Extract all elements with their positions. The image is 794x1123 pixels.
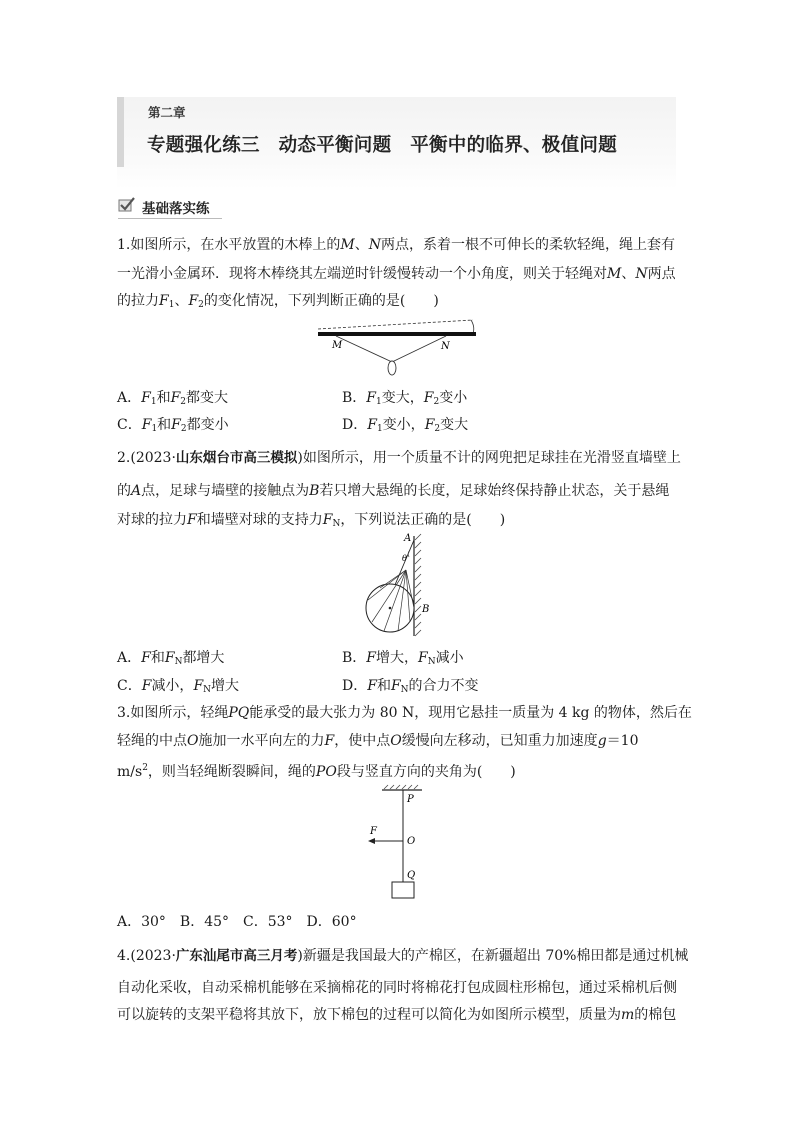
q2-line-2: 的A点，足球与墙壁的接触点为B若只增大悬绳的长度，足球始终保持静止状态，关于悬绳	[117, 483, 670, 499]
header-accent-bar	[117, 97, 124, 167]
q2-line-3: 对球的拉力F和墙壁对球的支持力$F_N$，下列说法正确的是( )	[117, 512, 506, 529]
q3-rope-figure	[360, 784, 430, 904]
section-underline	[118, 218, 222, 219]
svg-text:Q: Q	[407, 870, 416, 881]
chapter-label: 第二章	[148, 105, 186, 120]
svg-text:O: O	[407, 836, 416, 847]
q1-rod-ring-figure	[308, 318, 483, 380]
q1-line-1: 1.如图所示，在水平放置的木棒上的M、N两点，系着一根不可伸长的柔软轻绳，绳上套有	[117, 237, 675, 253]
page-title: 专题强化练三 动态平衡问题 平衡中的临界、极值问题	[147, 135, 618, 156]
svg-text:F: F	[370, 826, 377, 837]
svg-text:A: A	[404, 533, 412, 544]
section-heading	[118, 197, 210, 217]
section-label: 基础落实练	[142, 201, 210, 217]
svg-text:N: N	[441, 341, 450, 352]
q2-ball-wall-figure	[358, 530, 438, 642]
q1-line-3: 的拉力$F_1$、$F_2$的变化情况，下列判断正确的是( )	[117, 293, 439, 310]
svg-text:P: P	[407, 794, 414, 805]
q2-option-d[interactable]: D．F和$F_N$的合力不变	[342, 678, 479, 695]
svg-text:B: B	[422, 604, 430, 615]
q1-option-b[interactable]: B．$F_1$变大，$F_2$变小	[342, 390, 468, 407]
q4-line-2: 自动化采收，自动采棉机能够在采摘棉花的同时将棉花打包成圆柱形棉包，通过采棉机后侧	[117, 980, 677, 996]
q2-option-c[interactable]: C．F减小，$F_N$增大	[117, 678, 240, 695]
q1-option-d[interactable]: D．$F_1$变小，$F_2$变大	[342, 417, 469, 434]
checkbox-icon	[118, 197, 136, 217]
q2-option-b[interactable]: B．F增大，$F_N$减小	[342, 650, 464, 667]
q3-line-3: $m/s^2$，则当轻绳断裂瞬间，绳的PO段与竖直方向的夹角为( )	[117, 763, 516, 780]
q1-option-a[interactable]: A．$F_1$和$F_2$都变大	[117, 390, 229, 407]
q4-line-1: 4.(2023·广东汕尾市高三月考)新疆是我国最大的产棉区，在新疆超出 70%棉田都是通过机械	[117, 948, 689, 964]
svg-text:θ: θ	[402, 554, 407, 563]
q1-option-c[interactable]: C．$F_1$和$F_2$都变小	[117, 417, 229, 434]
q3-options[interactable]: A．30° B．45° C．53° D．60°	[117, 914, 357, 930]
q1-line-2: 一光滑小金属环．现将木棒绕其左端逆时针缓慢转动一个小角度，则关于轻绳对M、N两点	[117, 266, 676, 282]
q4-line-3: 可以旋转的支架平稳将其放下，放下棉包的过程可以简化为如图所示模型，质量为m的棉包	[117, 1007, 677, 1023]
q2-option-a[interactable]: A．F和$F_N$都增大	[117, 650, 225, 667]
q2-line-1: 2.(2023·山东烟台市高三模拟)如图所示，用一个质量不计的网兜把足球挂在光滑竖直墙壁上	[117, 450, 681, 466]
q3-line-1: 3.如图所示，轻绳PQ能承受的最大张力为 80 N，现用它悬挂一质量为 4 kg 的物体，然后在	[117, 705, 692, 721]
svg-text:M: M	[332, 340, 343, 351]
q3-line-2: 轻绳的中点O施加一水平向左的力F，使中点O缓慢向左移动，已知重力加速度g＝10	[117, 733, 639, 749]
